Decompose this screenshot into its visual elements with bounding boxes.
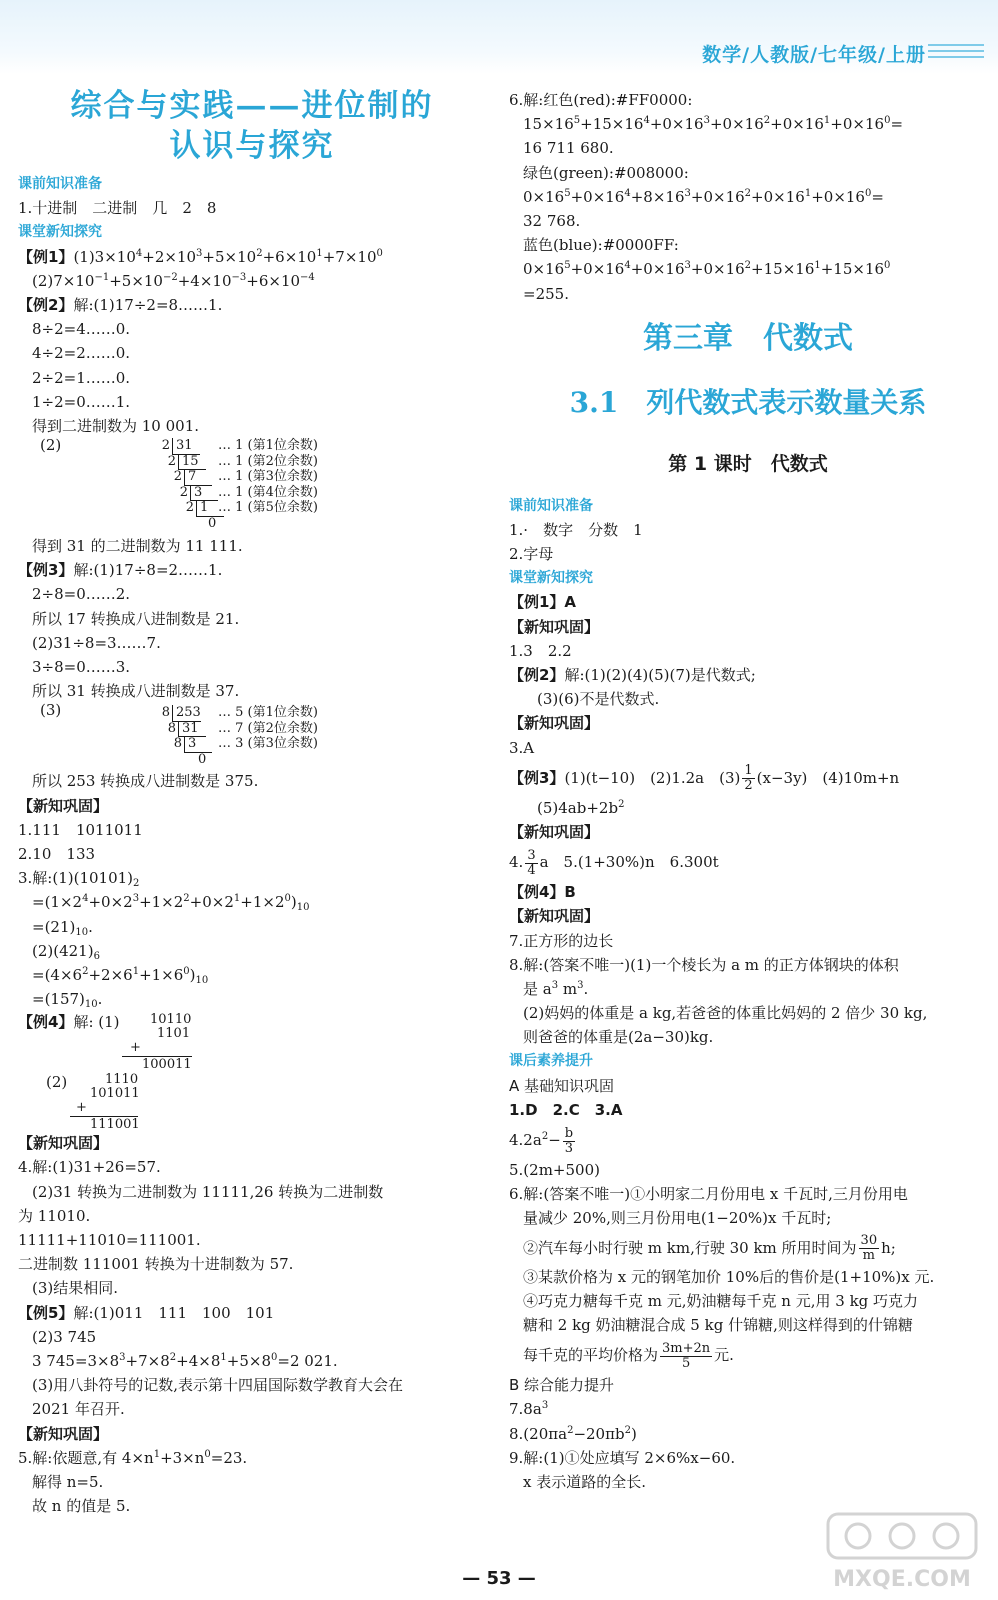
answer-c3-line1: 3.解$:(1)(10101)_2$ [18, 869, 140, 890]
example-2-line3: 4÷2=2……0. [32, 344, 131, 363]
consolidate-heading: 【新知巩固】 [18, 796, 109, 815]
consolidate-r4: 【新知巩固】 [509, 907, 600, 926]
example-2-line6: 得到二进制数为 10 001. [32, 416, 200, 435]
example-5-line4: (3)用八卦符号的记数,表示第十四届国际数学教育大会在 [32, 1376, 404, 1395]
answer-a5: 5.(2m+500) [509, 1161, 600, 1179]
consolidate-r3: 【新知巩固】 [509, 822, 600, 841]
watermark-logo [822, 1510, 982, 1596]
answer-r-c8-line2: 是 $a^3$ $m^3$. [523, 979, 589, 998]
example-3-line2: 2÷8=0……2. [32, 585, 131, 604]
example-5-line5: 2021 年召开. [32, 1400, 125, 1419]
answer-r6-line3: 16 711 680. [523, 139, 614, 158]
answer-pre-1: 1.十进制 二进制 几 2 8 [18, 199, 217, 218]
example-2-r-line1: 【例2】解:(1)(2)(4)(5)(7)是代数式; [509, 666, 756, 684]
answer-r-c8-line3: (2)妈妈的体重是 a kg,若爸爸的体重比妈妈的 2 倍少 30 kg, [523, 1004, 928, 1023]
answer-c4-line5: 二进制数 111001 转换为十进制数为 57. [18, 1255, 294, 1274]
example-4-r: 【例4】B [509, 883, 576, 902]
answer-a6-line3: ②汽车每小时行驶 m km,行驶 30 km 所用时间为 $\frac{30}{m}$ h; [523, 1233, 896, 1264]
answer-r-c3: 3.A [509, 738, 535, 757]
left-column [18, 86, 486, 1518]
example-2-line7: 得到 31 的二进制数为 11 111. [32, 537, 243, 556]
answer-a4: $4.2a^2-$ $\frac{b}{3}$ [509, 1125, 574, 1156]
section-class-explore: 课堂新知探究 [18, 224, 102, 241]
lesson-title: 第 1 课时 代数式 [668, 452, 828, 475]
example-1-line2: $(2)7\times 10^{-1}+5\times 10^{-2}+4\times 10^{-3}+6\times 10^{-4}$ [32, 271, 315, 290]
fraction-30-over-m: $\frac{30}{m}$ [860, 1233, 878, 1264]
answer-c5-line2: 解得 n=5. [32, 1472, 104, 1491]
answer-r6-line4: 绿色(green):#008000: [523, 163, 689, 182]
part-b-heading: B 综合能力提升 [509, 1376, 615, 1395]
section-pre-knowledge-r: 课前知识准备 [509, 497, 593, 514]
answer-a6-line1: 6.解:(答案不唯一)①小明家二月份用电 x 千瓦时,三月份用电 [509, 1185, 908, 1204]
chapter-title: 第三章 代数式 [643, 320, 853, 356]
example-3-r-line2: $(5)4ab+2b^2$ [537, 798, 625, 817]
answer-c4-line2: (2)31 转换为二进制数为 11111,26 转换为二进制数 [32, 1182, 384, 1201]
answer-b7: $7.8a^3$ [509, 1400, 549, 1419]
consolidate-heading-3: 【新知巩固】 [18, 1424, 109, 1443]
answer-b9-line1: 9.解:(1)①处应填写 2×6%x−60. [509, 1448, 736, 1467]
example-5-line1: 【例5】解:(1)011 111 100 101 [18, 1303, 275, 1322]
topic-title-line1: 综合与实践——进位制的 [70, 88, 434, 124]
answer-c3-line3: $=(21)_{10}$. [32, 917, 93, 938]
consolidate-r2: 【新知巩固】 [509, 714, 600, 733]
division-table-octal: (3) 8 253 … 5 (第1位余数) 8 31 … 7 (第2位余数) 8 3 … 3 (第3位余数) 0 [40, 701, 318, 768]
answer-c5-line1: 5.解:依题意,有 $4\times n^1+3\times n^0=23$. [18, 1448, 248, 1467]
book-title: 数学/人教版/七年级/上册 [702, 44, 926, 66]
answer-r-c456: 4. $\frac{3}{4}$ a 5.(1+30%)n 6.300t [509, 847, 719, 878]
answer-c1: 1.111 1011011 [18, 820, 143, 839]
section-after-class: 课后素养提升 [509, 1053, 593, 1070]
example-3-line5: 3÷8=0……3. [32, 658, 131, 676]
answer-a6-line2: 量减少 20%,则三月份用电(1−20%)x 千瓦时; [523, 1209, 832, 1228]
answer-c4-line6: (3)结果相同. [32, 1279, 119, 1298]
part-a-heading: A 基础知识巩固 [509, 1076, 615, 1095]
answer-b8: $8.(20\pi a^2-20\pi b^2)$ [509, 1424, 637, 1443]
section-pre-knowledge: 课前知识准备 [18, 176, 102, 192]
answer-r-c8-line4: 则爸爸的体重是(2a−30)kg. [523, 1028, 714, 1047]
fraction-b-over-3: $\frac{b}{3}$ [564, 1125, 574, 1156]
answer-c4-line1: 4.解:(1)31+26=57. [18, 1158, 161, 1177]
page-number: — 53 — [462, 1568, 536, 1589]
header-decoration [928, 44, 984, 62]
watermark-text: MXQE.COM [833, 1567, 971, 1592]
section-class-explore-r: 课堂新知探究 [509, 570, 593, 587]
example-3-line3: 所以 17 转换成八进制数是 21. [32, 609, 240, 628]
section-title: 3.1 列代数式表示数量关系 [569, 385, 927, 419]
division-table-binary: (2) 2 31 … 1 (第1位余数) 2 15 … 1 (第2位余数) 2 7 … 1 (第3位余数) 2 3 … 1 (第4位余数) 2 1 … 1 (第5位余数) 0 [40, 436, 318, 532]
example-2-line1: 【例2】解:(1)17÷2=8……1. [18, 295, 223, 314]
answer-p2: 2.字母 [509, 545, 554, 564]
answer-c3-line5: $=(4\times 6^2+2\times 6^1+1\times 6^0)_{10}$ [32, 965, 209, 986]
example-3-r-line1: 【例3】(1)(t−10) (2)1.2a (3) $\frac{1}{2}$ (x−3y) (4)10m+n [509, 763, 900, 794]
answer-r6-line2: $15\times 16^5+15\times 16^4+0\times 16^3+0\times 16^2+0\times 16^1+0\times 16^0=$ [523, 115, 904, 134]
example-3-line7: 所以 253 转换成八进制数是 375. [32, 772, 259, 791]
example-3-line1: 【例3】解:(1)17÷8=2……1. [18, 561, 223, 580]
fraction-avg-price: $\frac{3m+2n}{5}$ [662, 1340, 711, 1371]
consolidate-heading-2: 【新知巩固】 [18, 1134, 109, 1153]
answer-b9-line2: x 表示道路的全长. [523, 1472, 646, 1491]
example-5-line3: 3 $745=3\times 8^3+7\times 8^2+4\times 8^1+5\times 8^0=2$ 021. [32, 1351, 338, 1370]
answer-c3-line4: $(2)(421)_6$ [32, 941, 100, 962]
answer-a6-line5: ④巧克力糖每千克 m 元,奶油糖每千克 n 元,用 3 kg 巧克力 [523, 1291, 919, 1310]
example-2-line5: 1÷2=0……1. [32, 392, 131, 411]
addition-2: (2) 1110 101011 + 111001 [46, 1072, 140, 1133]
topic-title-line2: 认识与探究 [169, 128, 335, 164]
answer-p1: 1.· 数字 分数 1 [509, 520, 643, 539]
answer-c4-line3: 为 11010. [18, 1206, 91, 1225]
answer-r-c8-line1: 8.解:(答案不唯一)(1)一个棱长为 a m 的正方体钢块的体积 [509, 955, 899, 974]
answer-r-c7: 7.正方形的边长 [509, 931, 614, 950]
fraction-three-quarters: $\frac{3}{4}$ [527, 847, 536, 878]
answer-r6-line7: 蓝色(blue):#0000FF: [523, 236, 679, 255]
example-2-r-line2: (3)(6)不是代数式. [537, 690, 660, 709]
answer-r6-line5: $0\times 16^5+0\times 16^4+8\times 16^3+0\times 16^2+0\times 16^1+0\times 16^0=$ [523, 187, 884, 206]
answer-r6-line9: =255. [523, 284, 569, 303]
consolidate-r1: 【新知巩固】 [509, 617, 600, 636]
right-column [509, 88, 987, 1494]
answer-c3-line6: $=(157)_{10}$. [32, 990, 103, 1011]
answer-a6-line6: 糖和 2 kg 奶油糖混合成 5 kg 什锦糖,则这样得到的什锦糖 [523, 1315, 913, 1334]
answer-r6-line6: 32 768. [523, 211, 581, 230]
example-1-line1: 【例1】$(1)3\times 10^4+2\times 10^3+5\times 10^2+6\times 10^1+7\times 10^0$ [18, 247, 383, 266]
example-2-line4: 2÷2=1……0. [32, 368, 131, 387]
example-2-line2: 8÷2=4……0. [32, 320, 131, 339]
addition-1: 【例4】解: (1) 10110 1101 + 100011 [18, 1012, 192, 1073]
answer-a6-line7: 每千克的平均价格为 $\frac{3m+2n}{5}$ 元. [523, 1340, 734, 1371]
answer-c3-line2: $=(1\times 2^4+0\times 2^3+1\times 2^2+0\times 2^1+1\times 2^0)_{10}$ [32, 893, 310, 914]
example-5-line2: (2)3 745 [32, 1327, 97, 1346]
answer-r6-line1: 6.解:红色(red):#FF0000: [509, 91, 693, 109]
example-3-line4: (2)31÷8=3……7. [32, 633, 161, 652]
answer-a13: 1.D 2.C 3.A [509, 1100, 623, 1119]
answer-r6-line8: $0\times 16^5+0\times 16^4+0\times 16^3+0\times 16^2+15\times 16^1+15\times 16^0$ [523, 260, 891, 279]
answer-a6-line4: ③某款价格为 x 元的钢笔加价 10%后的售价是(1+10%)x 元. [523, 1267, 935, 1286]
answer-c2: 2.10 133 [18, 844, 96, 863]
answer-r-c13: 1.3 2.2 [509, 641, 572, 660]
answer-c4-line4: 11111+11010=111001. [18, 1231, 201, 1249]
fraction-one-half: $\frac{1}{2}$ [744, 763, 753, 794]
example-3-line6: 所以 31 转换成八进制数是 37. [32, 682, 240, 701]
answer-c5-line3: 故 n 的值是 5. [32, 1497, 131, 1516]
example-1-r: 【例1】A [509, 593, 577, 612]
